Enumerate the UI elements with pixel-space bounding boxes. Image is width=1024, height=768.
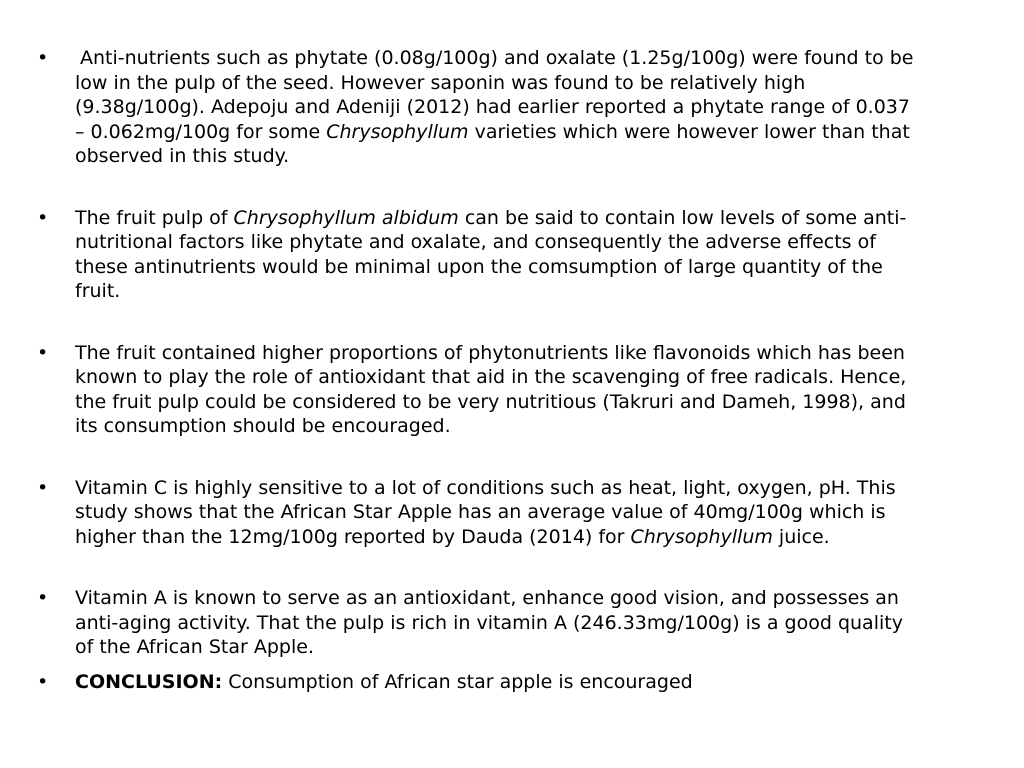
bullet-dot: • <box>37 206 49 229</box>
bullet-anti-nutrients <box>0 46 915 169</box>
bullet-vitamin-c <box>0 476 915 550</box>
bullet-text: Vitamin A is known to serve as an antioxidant, enhance good vision, and possesses an anti-aging activity. That the pulp is rich in vitamin A (246.33mg/100g) is a good quality of the African Star Apple. <box>75 587 903 658</box>
bullet-phytonutrients <box>0 341 915 439</box>
species-name: Chrysophyllum <box>326 120 469 143</box>
bullet-dot: • <box>37 587 49 609</box>
bullet-fruit-pulp <box>0 206 915 304</box>
bullet-text: The fruit pulp of <box>75 206 234 229</box>
bullet-conclusion <box>0 670 915 695</box>
bullet-text: varieties which were however lower than that observed in this study. <box>75 120 910 167</box>
bullet-text: juice. <box>772 525 830 548</box>
bullet-vitamin-a <box>0 586 915 660</box>
bullet-text: Consumption of African star apple is encouraged <box>222 670 693 693</box>
bullet-list <box>0 46 1024 694</box>
bullet-dot: • <box>37 341 49 364</box>
bullet-dot: • <box>37 47 49 69</box>
bullet-text: Anti-nutrients such as phytate (0.08g/100g) and oxalate (1.25g/100g) were found to be low in the pulp of the seed. However saponin was found to be relatively high (9.38g/100g). Adepoju and Adeniji (2012) had earlier reported a phytate range of 0.037 – 0.062mg/100g for some <box>75 47 914 143</box>
bullet-text: Vitamin C is highly sensitive to a lot of conditions such as heat, light, oxygen, pH. This study shows that the African Star Apple has an average value of 40mg/100g which is higher than the 12mg/100g reported by Dauda (2014) for <box>75 476 896 548</box>
bullet-text: The fruit contained higher proportions of phytonutrients like flavonoids which has been known to play the role of antioxidant that aid in the scavenging of free radicals. Hence, the fruit pulp could be considered to be very nutritious (Takruri and Dameh, 1998), and its consumption should be encouraged. <box>75 341 907 437</box>
bullet-dot: • <box>37 476 49 499</box>
conclusion-label: CONCLUSION: <box>75 670 223 693</box>
bullet-text: can be said to contain low levels of some anti-nutritional factors like phytate and oxalate, and consequently the adverse effects of these antinutrients would be minimal upon the comsumption of large quantity of the fruit. <box>75 206 907 302</box>
species-name: Chrysophyllum <box>630 525 773 548</box>
species-name: Chrysophyllum albidum <box>233 206 459 229</box>
bullet-dot: • <box>37 670 49 693</box>
